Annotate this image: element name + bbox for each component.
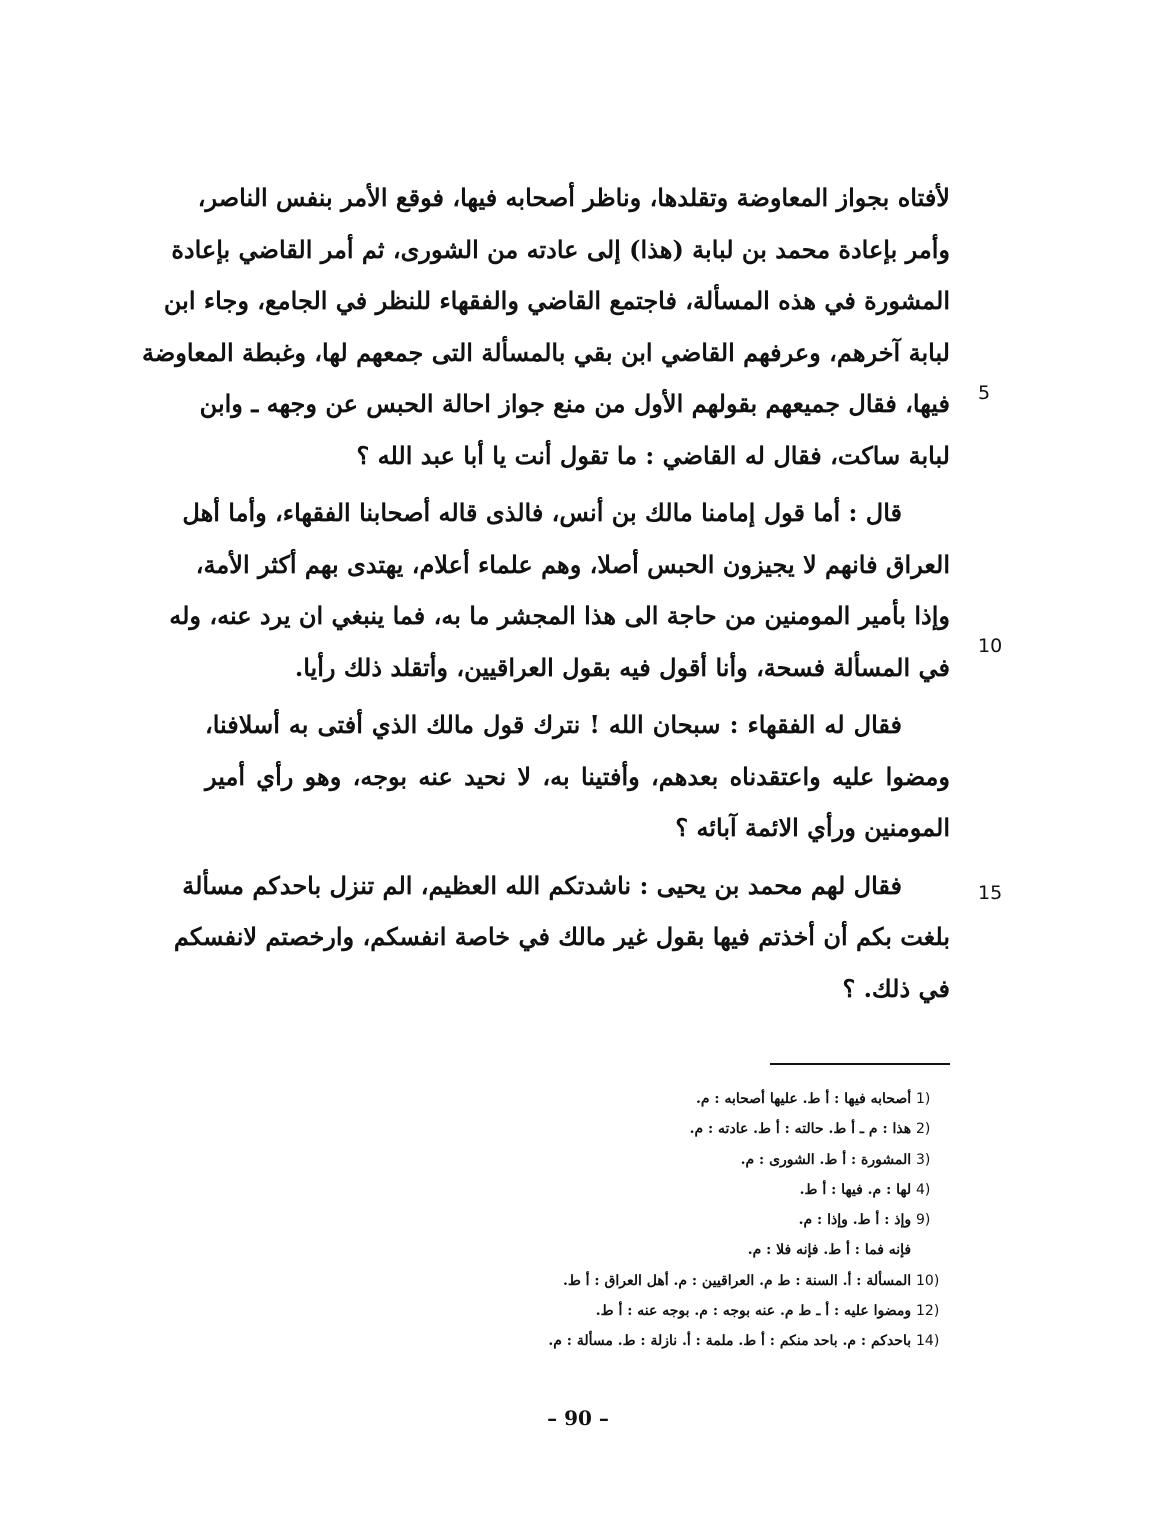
footnote	[450, 1205, 950, 1235]
text-line: فقال له الفقهاء : سبحان الله ! نترك قول مالك الذي أفتى به أسلافنا،	[205, 710, 902, 739]
footnotes	[450, 1084, 950, 1357]
text-line: بلغت بكم أن أخذتم فيها بقول غير مالك في خاصة انفسكم، وارخصتم لانفسكم	[173, 922, 950, 951]
footnote	[450, 1326, 950, 1356]
footnote-text: هذا : م ـ أ ط. حالته : أ ط. عادته : م.	[689, 1121, 912, 1138]
text-line: قال : أما قول إمامنا مالك بن أنس، فالذى قاله أصحابنا الفقهاء، وأما أهل	[182, 498, 902, 527]
footnote-separator	[770, 1063, 950, 1065]
footnote	[450, 1145, 950, 1175]
text-line: في ذلك. ؟	[842, 973, 950, 1003]
text-line: في المسألة فسحة، وأنا أقول فيه بقول العراقيين، وأتقلد ذلك رأيا.	[294, 652, 950, 682]
footnote-text: وإذ : أ ط. وإذا : م.	[798, 1212, 912, 1229]
footnote-number: 9)	[916, 1212, 931, 1229]
text-line: لبابة ساكت، فقال له القاضي : ما تقول أنت يا أبا عبد الله ؟	[356, 440, 950, 470]
footnote-number: 1)	[916, 1091, 931, 1107]
footnote	[450, 1235, 950, 1265]
line-number-15: 15	[978, 882, 1003, 904]
footnote	[450, 1114, 950, 1144]
text-line: فيها، فقال جميعهم بقولهم الأول من منع جواز احالة الحبس عن وجهه ـ وابن	[199, 389, 950, 418]
footnote	[450, 1175, 950, 1205]
footnote-text: المشورة : أ ط. الشورى : م.	[740, 1151, 912, 1168]
footnote-text: أصحابه فيها : أ ط. عليها أصحابه : م.	[696, 1091, 912, 1107]
footnote-number: 10)	[916, 1272, 940, 1289]
text-line: فقال لهم محمد بن يحيى : ناشدتكم الله العظيم، الم تنزل باحدكم مسألة	[182, 870, 902, 900]
footnote-number: 2)	[916, 1121, 931, 1138]
text-line: لبابة آخرهم، وعرفهم القاضي ابن بقي بالمسألة التى جمعهم لها، وغبطة المعاوضة	[142, 337, 950, 367]
text-line: وأمر بإعادة محمد بن لبابة (هذا) إلى عادته من الشورى، ثم أمر القاضي بإعادة	[171, 234, 950, 264]
main-text	[142, 172, 950, 1014]
page-number: – 90 –	[547, 1406, 609, 1430]
line-number-5: 5	[978, 382, 991, 404]
text-line: وإذا بأمير المومنين من حاجة الى هذا المجشر ما به، فما ينبغي ان يرد عنه، وله	[169, 601, 950, 630]
footnote-text: ومضوا عليه : أ ـ ط م. عنه بوجه : م. بوجه عنه : أ ط.	[595, 1303, 912, 1320]
footnote-text: لها : م. فيها : أ ط.	[799, 1181, 912, 1198]
footnote-number: 4)	[916, 1181, 931, 1198]
footnote-number: 3)	[916, 1151, 931, 1168]
text-line: لأفتاه بجواز المعاوضة وتقلدها، وناظر أصحابه فيها، فوقع الأمر بنفس الناصر،	[197, 183, 950, 212]
text-line: العراق فانهم لا يجيزون الحبس أصلا، وهم علماء أعلام، يهتدى بهم أكثر الأمة،	[195, 549, 950, 579]
footnote	[450, 1266, 950, 1296]
footnote-number: 12)	[916, 1303, 940, 1320]
footnote-text: باحدكم : م. باحد منكم : أ ط. ملمة : أ. نازلة : ط. مسألة : م.	[548, 1333, 912, 1350]
text-line: ومضوا عليه واعتقدناه بعدهم، وأفتينا به، لا نحيد عنه بوجه، وهو رأي أمير	[205, 761, 950, 791]
footnote-number: 14)	[916, 1333, 940, 1350]
footnote-text: فإنه فما : أ ط. فإنه فلا : م.	[747, 1242, 912, 1259]
footnote	[450, 1296, 950, 1326]
text-line: المشورة في هذه المسألة، فاجتمع القاضي والفقهاء للنظر في الجامع، وجاء ابن	[163, 286, 950, 315]
line-number-10: 10	[978, 635, 1003, 657]
text-line: المومنين ورأي الائمة آبائه ؟	[675, 813, 950, 842]
footnote-text: المسألة : أ. السنة : ط م. العراقيين : م. أهل العراق : أ ط.	[562, 1272, 912, 1289]
footnote	[450, 1084, 950, 1114]
